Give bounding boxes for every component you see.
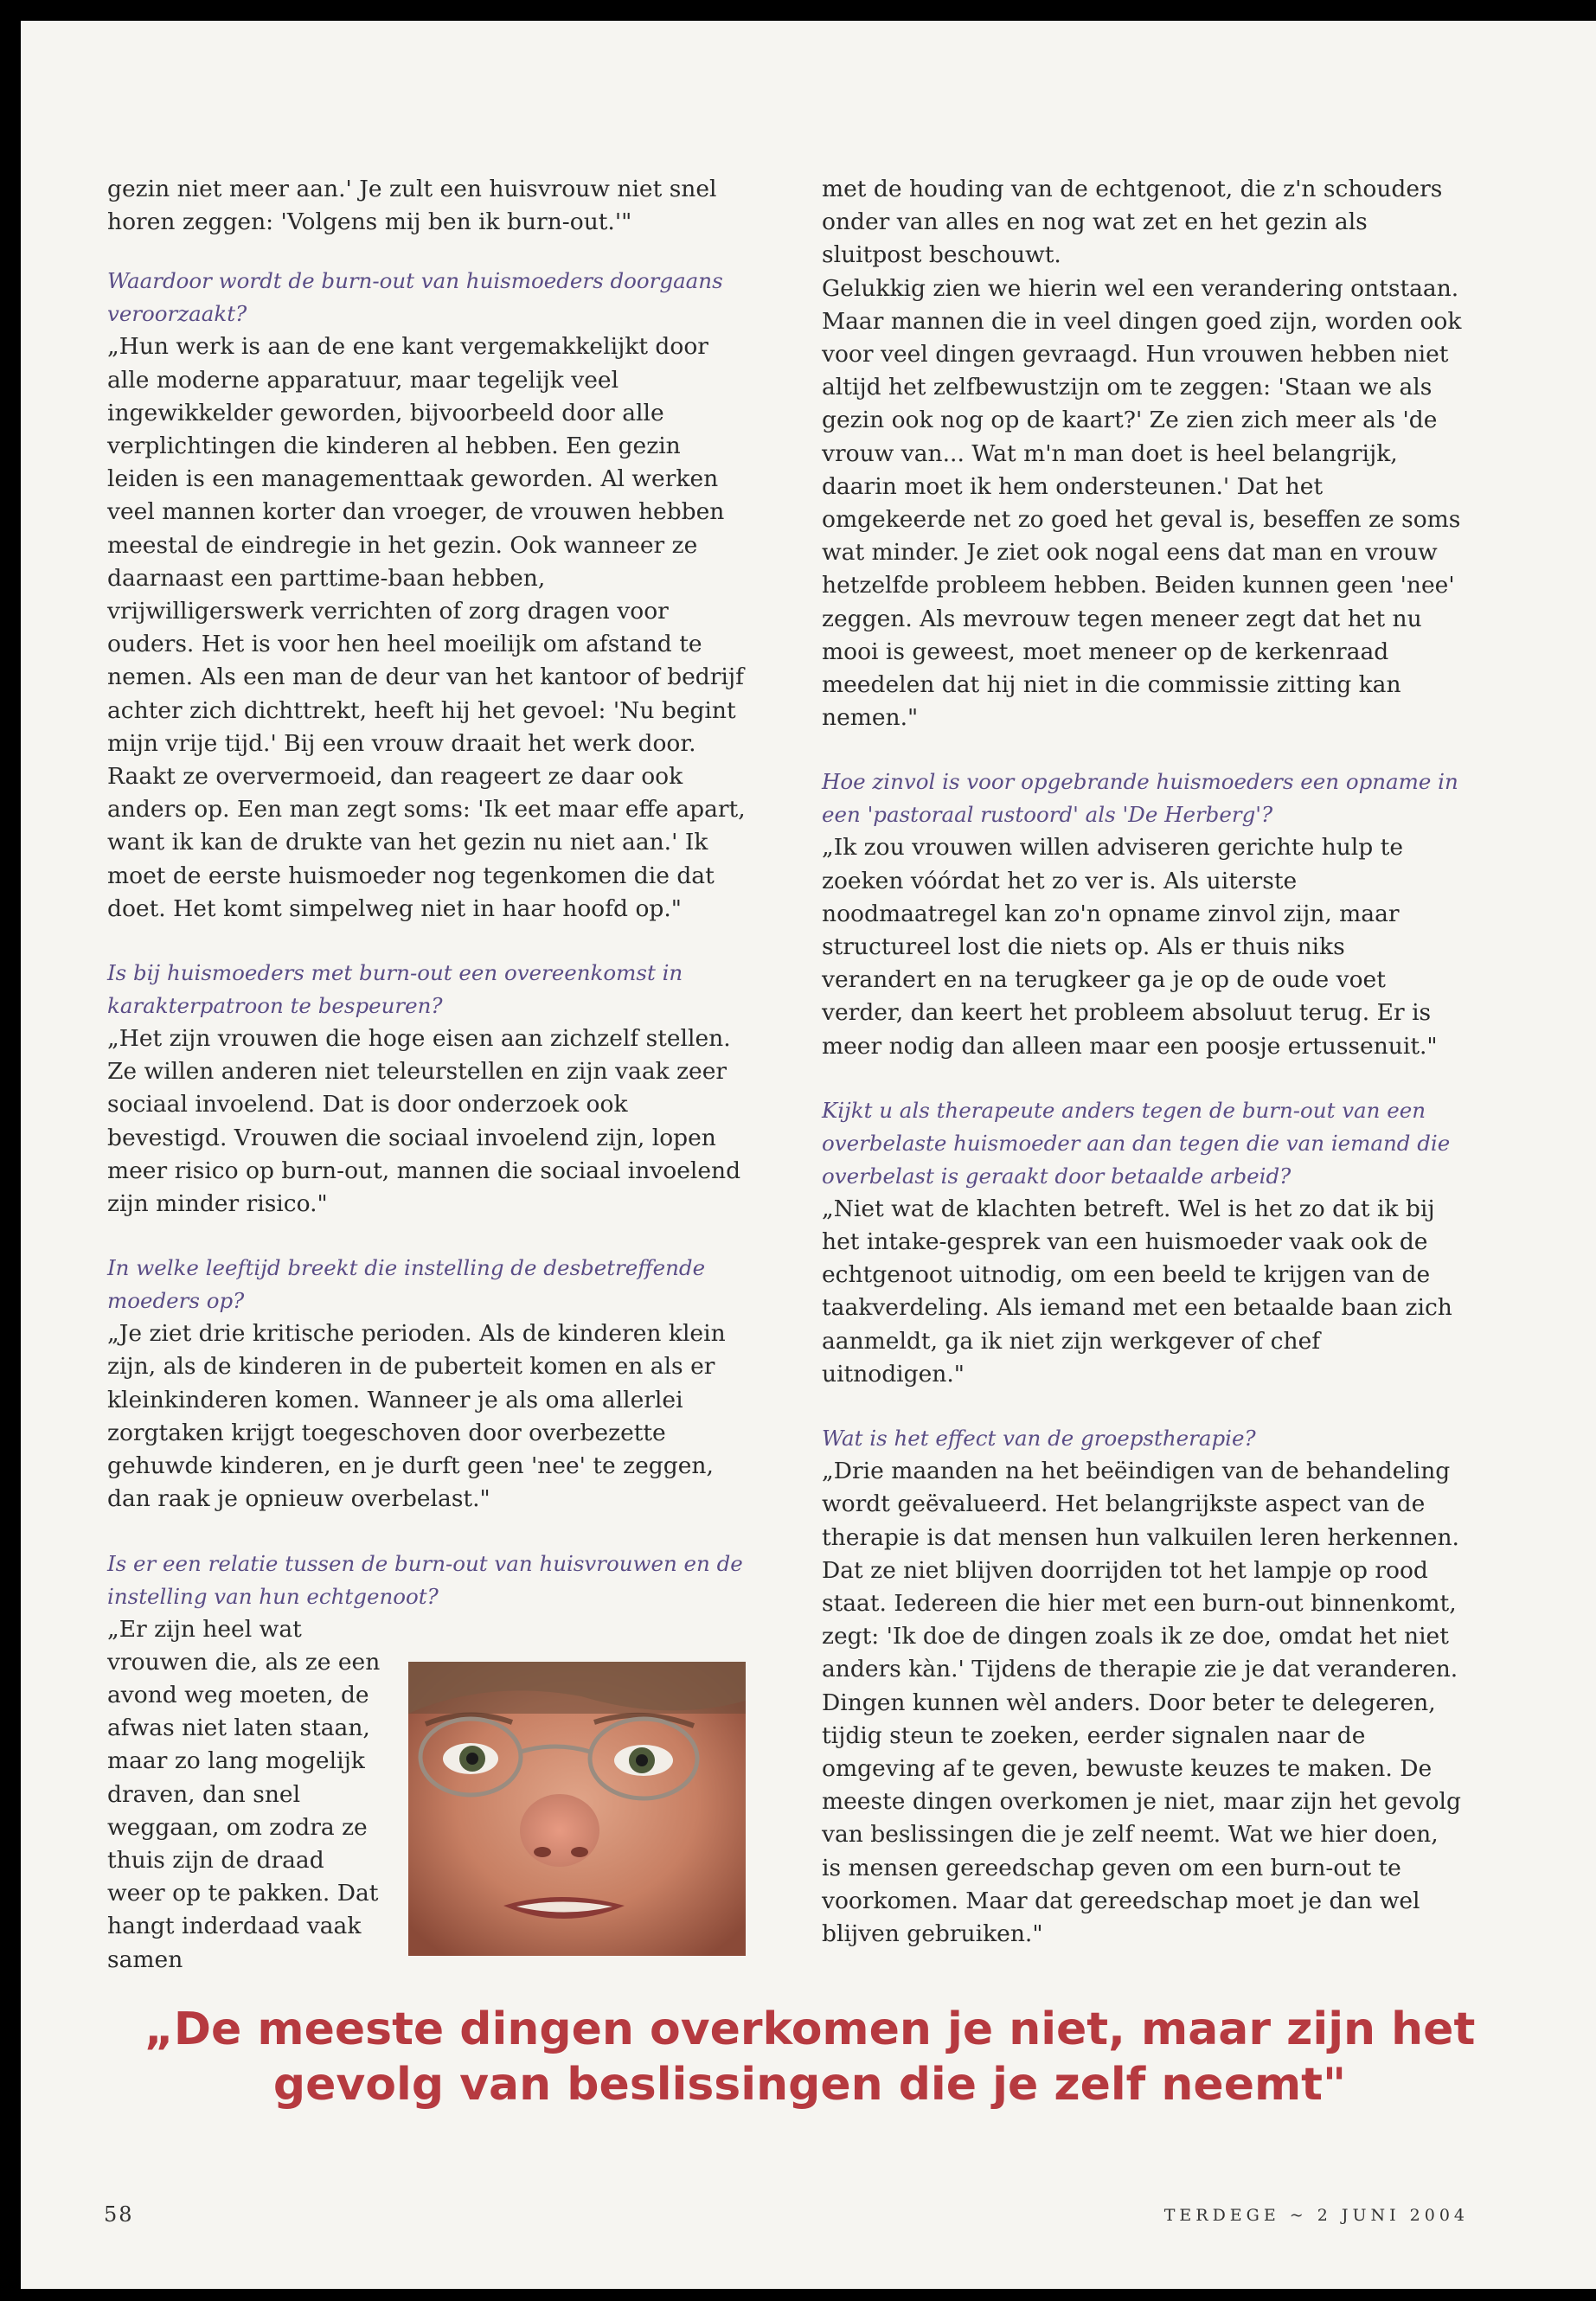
- interview-answer: „Niet wat de klachten betreft. Wel is het zo dat ik bij het intake-gesprek van een huismoeder vaak ook de echtgenoot uitnodig, om een beeld te krijgen van de taakverdeling. Als iemand met een betaalde baan zich aanmeldt, ga ik niet zijn werkgever of chef uitnodigen.": [822, 1195, 1452, 1388]
- interview-answer: „Hun werk is aan de ene kant vergemakkelijkt door alle moderne apparatuur, maar tegelijk veel ingewikkelder geworden, bijvoorbeeld door alle verplichtingen die kinderen al hebben. Een gezin leiden is een managementtaak geworden. Al werken veel mannen korter dan vroeger, de vrouwen hebben meestal de eindregie in het gezin. Ook wanneer ze daarnaast een parttime-baan hebben, vrijwilligerswerk verrichten of zorg dragen voor ouders. Het is voor hen heel moeilijk om afstand te nemen. Als een man de deur van het kantoor of bedrijf achter zich dichttrekt, heeft hij het gevoel: 'Nu begint mijn vrije tijd.' Bij een vrouw draait het werk door.: [107, 333, 744, 757]
- interview-question: Wat is het effect van de groepstherapie?: [822, 1426, 1256, 1452]
- right-column: [822, 173, 1462, 1951]
- portrait-image: [408, 1662, 746, 1956]
- pull-quote-line: gevolg van beslissingen die je zelf neemt": [272, 2059, 1347, 2111]
- photo-wrap: [107, 1613, 747, 1977]
- paragraph: Gelukkig zien we hierin wel een verandering ontstaan. Maar mannen die in veel dingen goed zijn, worden ook voor veel dingen gevraagd. Hun vrouwen hebben niet altijd het zelfbewustzijn om te zeggen: 'Staan we als gezin ook nog op de kaart?' Ze zien zich meer als 'de vrouw van... Wat m'n man doet is heel belangrijk, daarin moet ik hem ondersteunen.' Dat het omgekeerde net zo goed het geval is, beseffen ze soms wat minder. Je ziet ook nogal eens dat man en vrouw hetzelfde probleem hebben. Beiden kunnen geen 'nee' zeggen. Als mevrouw tegen meneer zegt dat het nu mooi is geweest, moet meneer op de kerkenraad meedelen dat hij niet in die commissie zitting kan nemen.": [822, 274, 1462, 732]
- interview-answer: „Het zijn vrouwen die hoge eisen aan zichzelf stellen. Ze willen anderen niet teleurstellen en zijn vaak zeer sociaal invoelend. Dat is door onderzoek ook bevestigd. Vrouwen die sociaal invoelend zijn, lopen meer risico op burn-out, mannen die sociaal invoelend zijn minder risico.": [107, 1025, 741, 1218]
- interview-question: Is er een relatie tussen de burn-out van huisvrouwen en de instelling van hun echtgenoot?: [107, 1550, 743, 1609]
- interview-question: In welke leeftijd breekt die instelling de desbetreffende moeders op?: [107, 1255, 706, 1314]
- portrait-photo: [408, 1662, 746, 1956]
- paragraph: met de houding van de echtgenoot, die z'n schouders onder van alles en nog wat zet en het gezin als sluitpost beschouwt.: [822, 176, 1443, 269]
- interview-question: Is bij huismoeders met burn-out een overeenkomst in karakterpatroon te bespeuren?: [107, 960, 683, 1019]
- pull-quote: [21, 2002, 1596, 2112]
- interview-answer: „Er zijn heel wat vrouwen die, als ze een avond weg moeten, de afwas niet laten staan, maar zo lang mogelijk draven, dan snel weggaan, om zodra ze thuis zijn de draad weer op te pakken. Dat hangt inderdaad vaak samen: [107, 1615, 381, 1973]
- page-number: 58: [104, 2202, 134, 2227]
- paragraph: gezin niet meer aan.' Je zult een huisvrouw niet snel horen zeggen: 'Volgens mij ben ik burn-out.'": [107, 176, 717, 236]
- interview-answer: „Je ziet drie kritische perioden. Als de kinderen klein zijn, als de kinderen in de puberteit komen en als er kleinkinderen komen. Wanneer je als oma allerlei zorgtaken krijgt toegeschoven door overbezette gehuwde kinderen, en je durft geen 'nee' te zeggen, dan raak je opnieuw overbelast.": [107, 1320, 726, 1513]
- pull-quote-line: „De meeste dingen overkomen je niet, maar zijn het: [144, 2003, 1476, 2055]
- magazine-issue: TERDEGE ~ 2 JUNI 2004: [1163, 2206, 1469, 2225]
- interview-question: Hoe zinvol is voor opgebrande huismoeders een opname in een 'pastoraal rustoord' als 'De Herberg'?: [822, 769, 1458, 828]
- interview-answer: Raakt ze oververmoeid, dan reageert ze daar ook anders op. Een man zegt soms: 'Ik eet maar effe apart, want ik kan de drukte van het gezin nu niet aan.' Ik moet de eerste huismoeder nog tegenkomen die dat doet. Het komt simpelweg niet in haar hoofd op.": [107, 763, 746, 922]
- interview-question: Waardoor wordt de burn-out van huismoeders doorgaans veroorzaakt?: [107, 268, 723, 327]
- magazine-page: [21, 21, 1596, 2289]
- left-column: [107, 173, 747, 1977]
- interview-question: Kijkt u als therapeute anders tegen de burn-out van een overbelaste huismoeder aan dan tegen die van iemand die overbelast is geraakt door betaalde arbeid?: [822, 1097, 1451, 1189]
- interview-answer: „Ik zou vrouwen willen adviseren gerichte hulp te zoeken vóórdat het zo ver is. Als uiterste noodmaatregel kan zo'n opname zinvol zijn, maar structureel lost die niets op. Als er thuis niks verandert en na terugkeer ga je op de oude voet verder, dan keert het probleem absoluut terug. Er is meer nodig dan alleen maar een poosje ertussenuit.": [822, 834, 1438, 1060]
- interview-answer: „Drie maanden na het beëindigen van de behandeling wordt geëvalueerd. Het belangrijkste aspect van de therapie is dat mensen hun valkuilen leren herkennen. Dat ze niet blijven doorrijden tot het lampje op rood staat. Iedereen die hier met een burn-out binnenkomt, zegt: 'Ik doe de dingen zoals ik ze doe, omdat het niet anders kàn.' Tijdens de therapie zie je dat veranderen. Dingen kunnen wèl anders. Door beter te delegeren, tijdig steun te zoeken, eerder signalen naar de omgeving af te geven, bewuste keuzes te maken. De meeste dingen overkomen je niet, maar zijn het gevolg van beslissingen die je zelf neemt. Wat we hier doen, is mensen gereedschap geven om een burn-out te voorkomen. Maar dat gereedschap moet je dan wel blijven gebruiken.": [822, 1458, 1461, 1947]
